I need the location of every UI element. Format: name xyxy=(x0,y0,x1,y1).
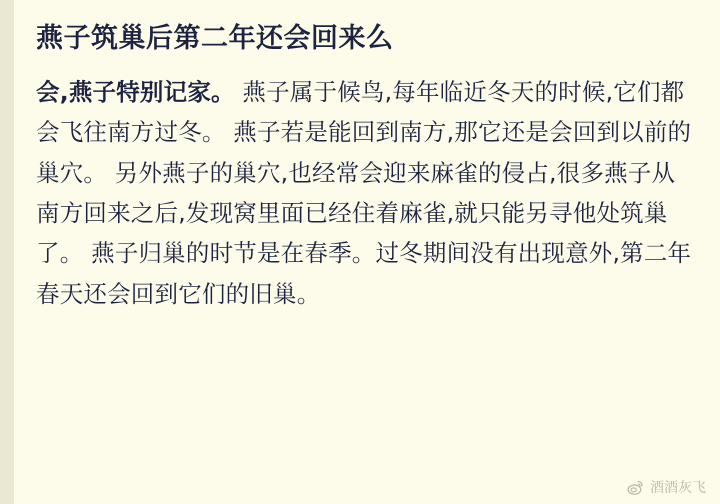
page-title: 燕子筑巢后第二年还会回来么 xyxy=(36,23,394,54)
article-lead: 会,燕子特别记家。 xyxy=(36,77,235,106)
article-body xyxy=(36,72,696,314)
watermark xyxy=(627,477,706,497)
weibo-icon xyxy=(627,479,644,496)
left-margin-strip xyxy=(0,0,14,504)
article-content xyxy=(14,0,720,504)
article-body-text: 燕子属于候鸟,每年临近冬天的时候,它们都会飞往南方过冬。 燕子若是能回到南方,那它还是会回到以前的巢穴。 另外燕子的巢穴,也经常会迎来麻雀的侵占,很多燕子从南方回来之后,发现窝里面已经住着麻雀,就只能另寻他处筑巢了。 燕子归巢的时节是在春季。过冬期间没有出现意外,第二年春天还会回到它们的旧巢。 xyxy=(36,77,692,308)
watermark-label: 酒酒灰飞 xyxy=(650,480,706,496)
